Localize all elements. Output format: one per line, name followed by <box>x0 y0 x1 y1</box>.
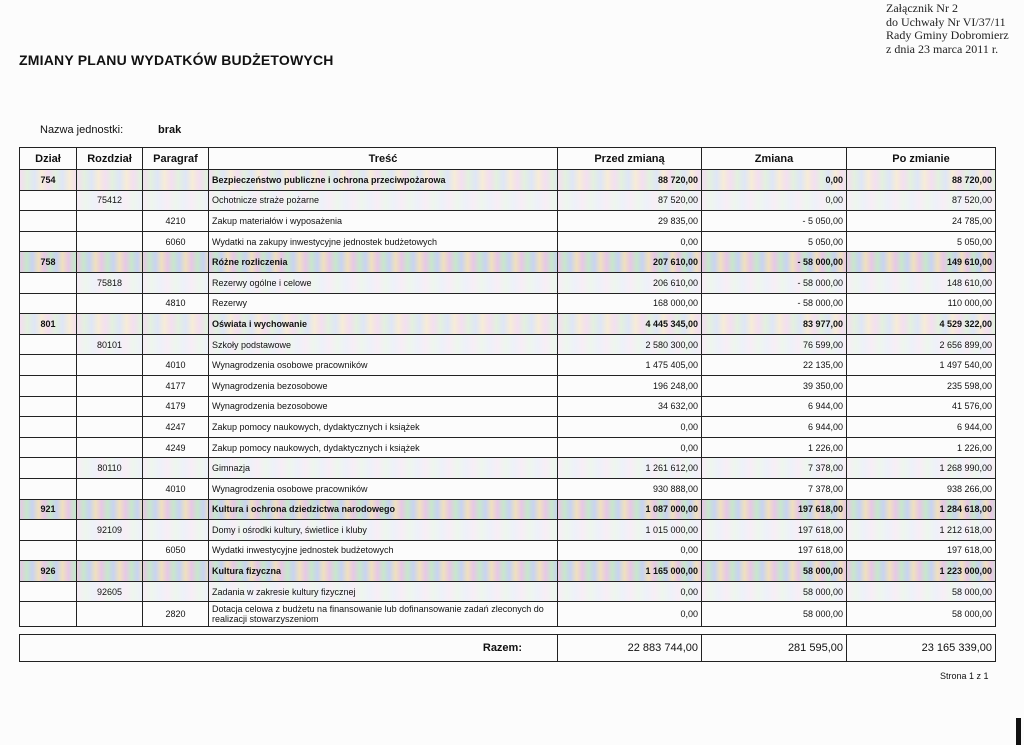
cell-przed: 0,00 <box>558 540 702 561</box>
cell-zmiana: 197 618,00 <box>702 520 847 541</box>
cell-tresc: Wynagrodzenia bezosobowe <box>209 375 558 396</box>
cell-przed: 930 888,00 <box>558 478 702 499</box>
header-zmiana: Zmiana <box>702 148 847 170</box>
cell-dzial <box>20 458 77 479</box>
table-header-row <box>20 148 996 170</box>
table-row <box>20 252 996 273</box>
cell-paragraf <box>143 520 209 541</box>
cell-paragraf: 4810 <box>143 293 209 314</box>
cell-przed: 1 015 000,00 <box>558 520 702 541</box>
table-row <box>20 314 996 335</box>
cell-tresc: Zakup pomocy naukowych, dydaktycznych i książek <box>209 437 558 458</box>
cell-tresc: Kultura fizyczna <box>209 561 558 582</box>
cell-rozdzial: 92605 <box>77 581 143 602</box>
cell-paragraf: 4249 <box>143 437 209 458</box>
attachment-line: Rady Gminy Dobromierz <box>886 28 1009 42</box>
table-row <box>20 417 996 438</box>
cell-po: 5 050,00 <box>847 231 996 252</box>
cell-po: 1 226,00 <box>847 437 996 458</box>
header-rozdzial: Rozdział <box>77 148 143 170</box>
cell-po: 110 000,00 <box>847 293 996 314</box>
cell-przed: 196 248,00 <box>558 375 702 396</box>
cell-paragraf <box>143 314 209 335</box>
cell-dzial: 754 <box>20 170 77 191</box>
total-label: Razem: <box>20 635 558 662</box>
page-number: Strona 1 z 1 <box>940 671 989 681</box>
cell-po: 1 223 000,00 <box>847 561 996 582</box>
cell-paragraf: 4247 <box>143 417 209 438</box>
cell-przed: 0,00 <box>558 231 702 252</box>
cell-paragraf: 4179 <box>143 396 209 417</box>
scan-edge-mark <box>1016 718 1021 745</box>
cell-zmiana: 58 000,00 <box>702 561 847 582</box>
cell-dzial: 921 <box>20 499 77 520</box>
cell-przed: 34 632,00 <box>558 396 702 417</box>
header-paragraf: Paragraf <box>143 148 209 170</box>
cell-rozdzial: 75412 <box>77 190 143 211</box>
cell-tresc: Domy i ośrodki kultury, świetlice i kluby <box>209 520 558 541</box>
cell-rozdzial: 80101 <box>77 334 143 355</box>
table-row <box>20 458 996 479</box>
cell-tresc: Kultura i ochrona dziedzictwa narodowego <box>209 499 558 520</box>
cell-rozdzial <box>77 375 143 396</box>
attachment-header <box>886 2 1024 56</box>
cell-rozdzial <box>77 437 143 458</box>
cell-po: 149 610,00 <box>847 252 996 273</box>
cell-zmiana: 6 944,00 <box>702 396 847 417</box>
cell-paragraf <box>143 561 209 582</box>
cell-tresc: Oświata i wychowanie <box>209 314 558 335</box>
cell-zmiana: 0,00 <box>702 170 847 191</box>
cell-tresc: Zakup pomocy naukowych, dydaktycznych i książek <box>209 417 558 438</box>
cell-tresc: Wynagrodzenia bezosobowe <box>209 396 558 417</box>
cell-paragraf <box>143 252 209 273</box>
attachment-line: Załącznik Nr 2 <box>886 1 958 15</box>
cell-tresc: Wynagrodzenia osobowe pracowników <box>209 355 558 376</box>
table-row <box>20 170 996 191</box>
cell-przed: 87 520,00 <box>558 190 702 211</box>
cell-zmiana: - 5 050,00 <box>702 211 847 232</box>
cell-przed: 1 087 000,00 <box>558 499 702 520</box>
cell-paragraf <box>143 458 209 479</box>
cell-dzial <box>20 437 77 458</box>
cell-paragraf: 4010 <box>143 478 209 499</box>
total-zmiana: 281 595,00 <box>702 635 847 662</box>
cell-zmiana: 7 378,00 <box>702 458 847 479</box>
total-przed: 22 883 744,00 <box>558 635 702 662</box>
cell-rozdzial <box>77 478 143 499</box>
cell-dzial: 801 <box>20 314 77 335</box>
cell-po: 41 576,00 <box>847 396 996 417</box>
cell-paragraf: 4010 <box>143 355 209 376</box>
cell-rozdzial <box>77 499 143 520</box>
cell-po: 235 598,00 <box>847 375 996 396</box>
cell-paragraf <box>143 190 209 211</box>
cell-rozdzial <box>77 417 143 438</box>
table-row <box>20 272 996 293</box>
cell-dzial <box>20 293 77 314</box>
table-row <box>20 520 996 541</box>
table-row <box>20 355 996 376</box>
cell-zmiana: - 58 000,00 <box>702 272 847 293</box>
cell-rozdzial <box>77 231 143 252</box>
cell-rozdzial: 92109 <box>77 520 143 541</box>
cell-przed: 206 610,00 <box>558 272 702 293</box>
header-dzial: Dział <box>20 148 77 170</box>
cell-po: 1 212 618,00 <box>847 520 996 541</box>
budget-table <box>19 147 996 627</box>
cell-rozdzial <box>77 314 143 335</box>
cell-dzial: 926 <box>20 561 77 582</box>
cell-przed: 1 475 405,00 <box>558 355 702 376</box>
table-row <box>20 190 996 211</box>
cell-tresc: Szkoły podstawowe <box>209 334 558 355</box>
cell-paragraf: 4210 <box>143 211 209 232</box>
cell-zmiana: - 58 000,00 <box>702 252 847 273</box>
cell-przed: 168 000,00 <box>558 293 702 314</box>
cell-rozdzial <box>77 540 143 561</box>
header-przed: Przed zmianą <box>558 148 702 170</box>
cell-zmiana: 22 135,00 <box>702 355 847 376</box>
cell-zmiana: 1 226,00 <box>702 437 847 458</box>
cell-po: 58 000,00 <box>847 602 996 627</box>
cell-tresc: Różne rozliczenia <box>209 252 558 273</box>
cell-dzial <box>20 211 77 232</box>
table-row <box>20 231 996 252</box>
cell-rozdzial <box>77 602 143 627</box>
cell-zmiana: 6 944,00 <box>702 417 847 438</box>
cell-tresc: Wydatki inwestycyjne jednostek budżetowych <box>209 540 558 561</box>
cell-tresc: Wynagrodzenia osobowe pracowników <box>209 478 558 499</box>
cell-dzial: 758 <box>20 252 77 273</box>
table-row <box>20 561 996 582</box>
cell-przed: 0,00 <box>558 581 702 602</box>
cell-paragraf <box>143 334 209 355</box>
cell-tresc: Ochotnicze straże pożarne <box>209 190 558 211</box>
table-row <box>20 437 996 458</box>
cell-rozdzial: 75818 <box>77 272 143 293</box>
cell-dzial <box>20 602 77 627</box>
cell-po: 197 618,00 <box>847 540 996 561</box>
cell-dzial <box>20 396 77 417</box>
cell-zmiana: 197 618,00 <box>702 540 847 561</box>
cell-po: 6 944,00 <box>847 417 996 438</box>
cell-dzial <box>20 540 77 561</box>
cell-dzial <box>20 478 77 499</box>
cell-dzial <box>20 417 77 438</box>
table-row <box>20 334 996 355</box>
cell-zmiana: 58 000,00 <box>702 581 847 602</box>
total-po: 23 165 339,00 <box>847 635 996 662</box>
cell-przed: 1 261 612,00 <box>558 458 702 479</box>
cell-paragraf: 2820 <box>143 602 209 627</box>
attachment-line: z dnia 23 marca 2011 r. <box>886 41 999 56</box>
table-row <box>20 540 996 561</box>
cell-rozdzial: 80110 <box>77 458 143 479</box>
cell-rozdzial <box>77 561 143 582</box>
cell-po: 24 785,00 <box>847 211 996 232</box>
cell-zmiana: 76 599,00 <box>702 334 847 355</box>
cell-po: 148 610,00 <box>847 272 996 293</box>
cell-paragraf: 4177 <box>143 375 209 396</box>
cell-rozdzial <box>77 293 143 314</box>
cell-zmiana: 58 000,00 <box>702 602 847 627</box>
cell-dzial <box>20 375 77 396</box>
cell-przed: 0,00 <box>558 417 702 438</box>
cell-po: 2 656 899,00 <box>847 334 996 355</box>
cell-paragraf <box>143 499 209 520</box>
cell-tresc: Dotacja celowa z budżetu na finansowanie lub dofinansowanie zadań zleconych do realizacji stowarzyszeniom <box>209 602 558 627</box>
table-row <box>20 375 996 396</box>
cell-po: 1 268 990,00 <box>847 458 996 479</box>
cell-rozdzial <box>77 355 143 376</box>
cell-paragraf <box>143 581 209 602</box>
cell-rozdzial <box>77 211 143 232</box>
cell-tresc: Zadania w zakresie kultury fizycznej <box>209 581 558 602</box>
table-row <box>20 478 996 499</box>
cell-tresc: Wydatki na zakupy inwestycyjne jednostek budżetowych <box>209 231 558 252</box>
cell-zmiana: 5 050,00 <box>702 231 847 252</box>
cell-po: 58 000,00 <box>847 581 996 602</box>
unit-value: brak <box>158 124 182 136</box>
table-row <box>20 602 996 627</box>
total-table <box>19 634 996 662</box>
cell-tresc: Bezpieczeństwo publiczne i ochrona przeciwpożarowa <box>209 170 558 191</box>
cell-po: 88 720,00 <box>847 170 996 191</box>
cell-przed: 29 835,00 <box>558 211 702 232</box>
header-tresc: Treść <box>209 148 558 170</box>
total-row <box>20 635 996 662</box>
cell-po: 938 266,00 <box>847 478 996 499</box>
cell-zmiana: 83 977,00 <box>702 314 847 335</box>
table-row <box>20 211 996 232</box>
cell-po: 4 529 322,00 <box>847 314 996 335</box>
cell-tresc: Zakup materiałów i wyposażenia <box>209 211 558 232</box>
attachment-line: do Uchwały Nr VI/37/11 <box>886 14 1006 29</box>
table-row <box>20 396 996 417</box>
cell-po: 1 284 618,00 <box>847 499 996 520</box>
table-row <box>20 293 996 314</box>
cell-zmiana: 39 350,00 <box>702 375 847 396</box>
cell-tresc: Rezerwy ogólne i celowe <box>209 272 558 293</box>
cell-paragraf: 6050 <box>143 540 209 561</box>
cell-dzial <box>20 581 77 602</box>
cell-przed: 88 720,00 <box>558 170 702 191</box>
cell-przed: 0,00 <box>558 602 702 627</box>
cell-dzial <box>20 190 77 211</box>
cell-zmiana: 0,00 <box>702 190 847 211</box>
cell-paragraf <box>143 170 209 191</box>
cell-rozdzial <box>77 170 143 191</box>
cell-zmiana: - 58 000,00 <box>702 293 847 314</box>
cell-po: 87 520,00 <box>847 190 996 211</box>
cell-rozdzial <box>77 252 143 273</box>
header-po: Po zmianie <box>847 148 996 170</box>
cell-dzial <box>20 520 77 541</box>
cell-przed: 0,00 <box>558 437 702 458</box>
table-row <box>20 581 996 602</box>
cell-dzial <box>20 272 77 293</box>
budget-table-body <box>20 170 996 627</box>
cell-dzial <box>20 231 77 252</box>
cell-dzial <box>20 334 77 355</box>
cell-rozdzial <box>77 396 143 417</box>
cell-przed: 2 580 300,00 <box>558 334 702 355</box>
unit-label: Nazwa jednostki: <box>40 124 124 136</box>
cell-przed: 4 445 345,00 <box>558 314 702 335</box>
document-title: ZMIANY PLANU WYDATKÓW BUDŻETOWYCH <box>19 52 334 68</box>
cell-przed: 207 610,00 <box>558 252 702 273</box>
cell-tresc: Rezerwy <box>209 293 558 314</box>
cell-zmiana: 7 378,00 <box>702 478 847 499</box>
cell-po: 1 497 540,00 <box>847 355 996 376</box>
cell-dzial <box>20 355 77 376</box>
cell-tresc: Gimnazja <box>209 458 558 479</box>
cell-paragraf <box>143 272 209 293</box>
cell-przed: 1 165 000,00 <box>558 561 702 582</box>
table-row <box>20 499 996 520</box>
cell-paragraf: 6060 <box>143 231 209 252</box>
cell-zmiana: 197 618,00 <box>702 499 847 520</box>
